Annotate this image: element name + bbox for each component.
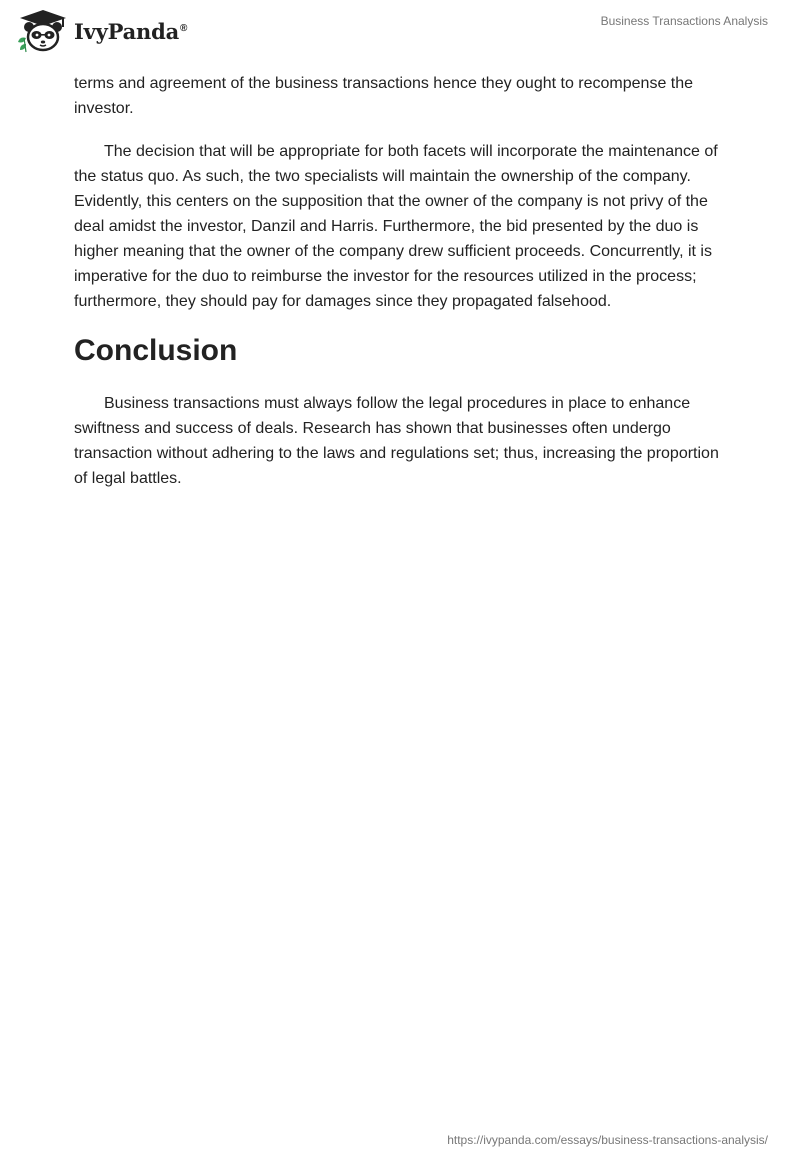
paragraph-conclusion: Business transactions must always follow the legal procedures in place to enhance swiftness and success of deals. Research has shown that businesses often undergo transaction without adhering to the laws and regulations set; thus, increasing the proportion of legal battles. bbox=[74, 395, 719, 487]
essay-content bbox=[74, 71, 728, 509]
conclusion-heading: Conclusion bbox=[74, 334, 238, 367]
registered-mark: ® bbox=[180, 22, 188, 34]
paragraph-continued: terms and agreement of the business transactions hence they ought to recompense the investor. bbox=[74, 75, 694, 117]
paragraph-decision: The decision that will be appropriate for both facets will incorporate the maintenance of the status quo. As such, the two specialists will maintain the ownership of the company. Evidently, this centers on the supposition that the owner of the company is not privy of the deal amidst the investor, Danzil and Harris. Furthermore, the bid presented by the duo is higher meaning that the owner of the company drew sufficient proceeds. Concurrently, it is imperative for the duo to reimburse the investor for the resources utilized in the process; furthermore, they should pay for damages since they propagated falsehood. bbox=[74, 143, 718, 310]
ivypanda-logo[interactable] bbox=[14, 8, 187, 54]
running-title: Business Transactions Analysis bbox=[600, 14, 768, 28]
logo-wordmark: IvyPanda® bbox=[74, 18, 188, 44]
panda-logo-icon bbox=[14, 8, 72, 54]
page-header bbox=[0, 0, 800, 64]
source-url[interactable]: https://ivypanda.com/essays/business-transactions-analysis/ bbox=[447, 1133, 768, 1147]
